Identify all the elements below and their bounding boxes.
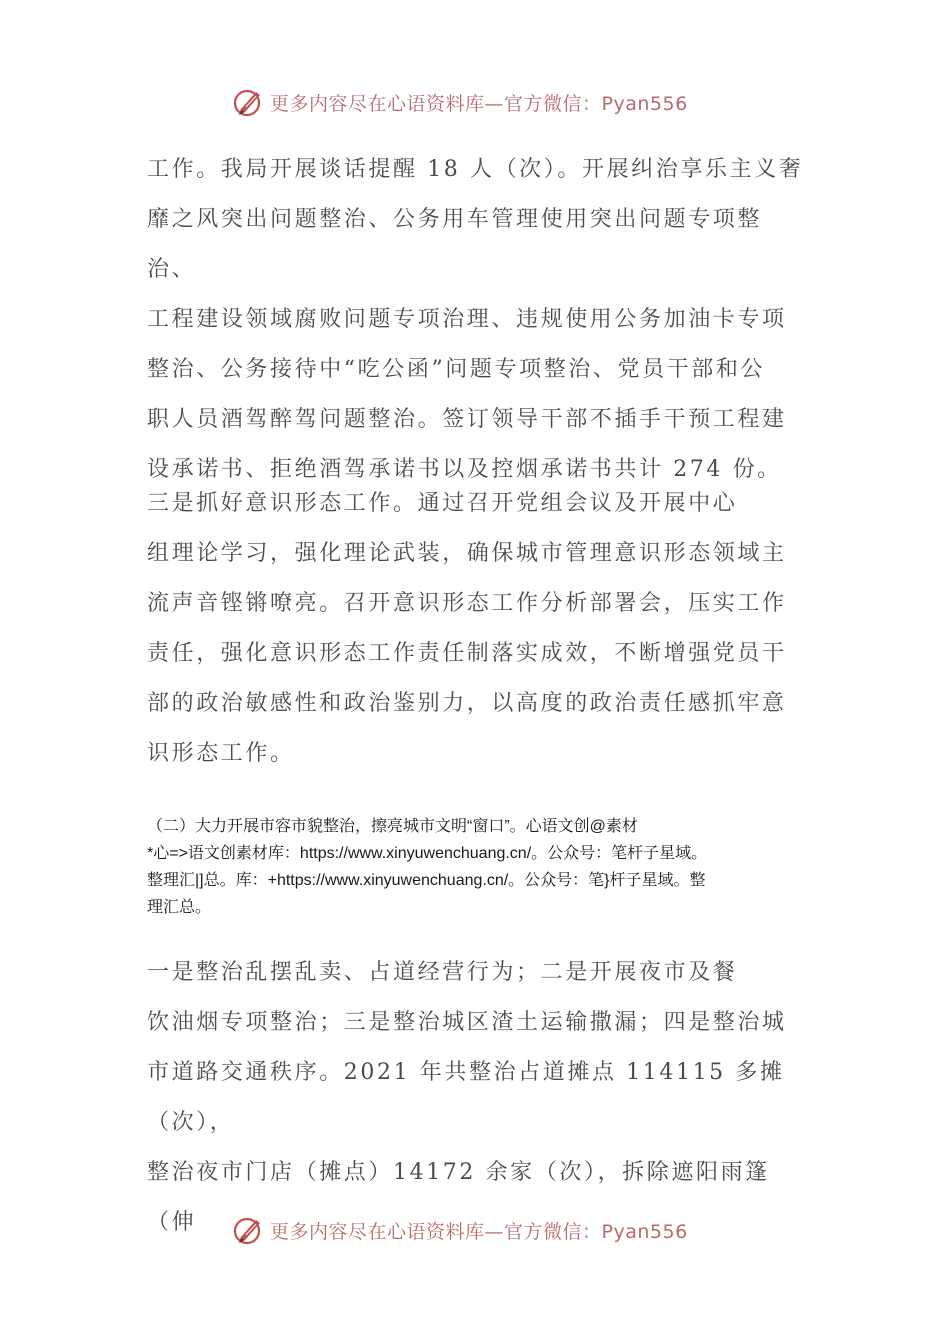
body-paragraph-1: 工作。我局开展谈话提醒 18 人（次）。开展纠治享乐主义奢 靡之风突出问题整治、公务用车管理使用突出问题专项整治、 工程建设领域腐败问题专项治理、违规使用公务加油卡专项 整治、公务接待中“吃公函”问题专项整治、党员干部和公 职人员酒驾醉驾问题整治。签订领导干部不插手干预工程建 设承诺书、拒绝酒驾承诺书以及控烟承诺书共计 274 份。 [147,157,804,482]
header-banner-text: 更多内容尽在心语资料库—官方微信：Pyan556 [270,92,688,115]
header-wechat-id: Pyan556 [601,92,688,115]
header-banner [232,82,688,122]
footer-banner-text: 更多内容尽在心语资料库—官方微信：Pyan556 [270,1220,688,1243]
section-heading-note: （二）大力开展市容市貌整治，擦亮城市文明“窗口”。心语文创@素材 *心=>语文创素材库：https://www.xinyuwenchuang.cn/。公众号：笔杆子星域。 整理汇|]总。库：+https://www.xinyuwenchuang.cn/。公众号：笔}杆子星域。整 理汇总。 [147,818,708,916]
pen-nib-logo-icon [232,1213,266,1247]
pen-nib-logo-icon [232,85,266,119]
body-paragraph-2: 三是抓好意识形态工作。通过召开党组会议及开展中心 组理论学习，强化理论武装，确保城市管理意识形态领域主 流声音铿锵嘹亮。召开意识形态工作分析部署会，压实工作 责任，强化意识形态工作责任制落实成效，不断增强党员干 部的政治敏感性和政治鉴别力，以高度的政治责任感抓牢意 识形态工作。 [147,491,787,766]
footer-wechat-id: Pyan556 [601,1220,688,1243]
body-paragraph-3: 一是整治乱摆乱卖、占道经营行为；二是开展夜市及餐 饮油烟专项整治；三是整治城区渣土运输撒漏；四是整治城 市道路交通秩序。2021 年共整治占道摊点 114115 多摊（次）， 整治夜市门店（摊点）14172 余家（次），拆除遮阳雨篷（伸 [147,960,787,1235]
footer-banner [232,1210,688,1250]
